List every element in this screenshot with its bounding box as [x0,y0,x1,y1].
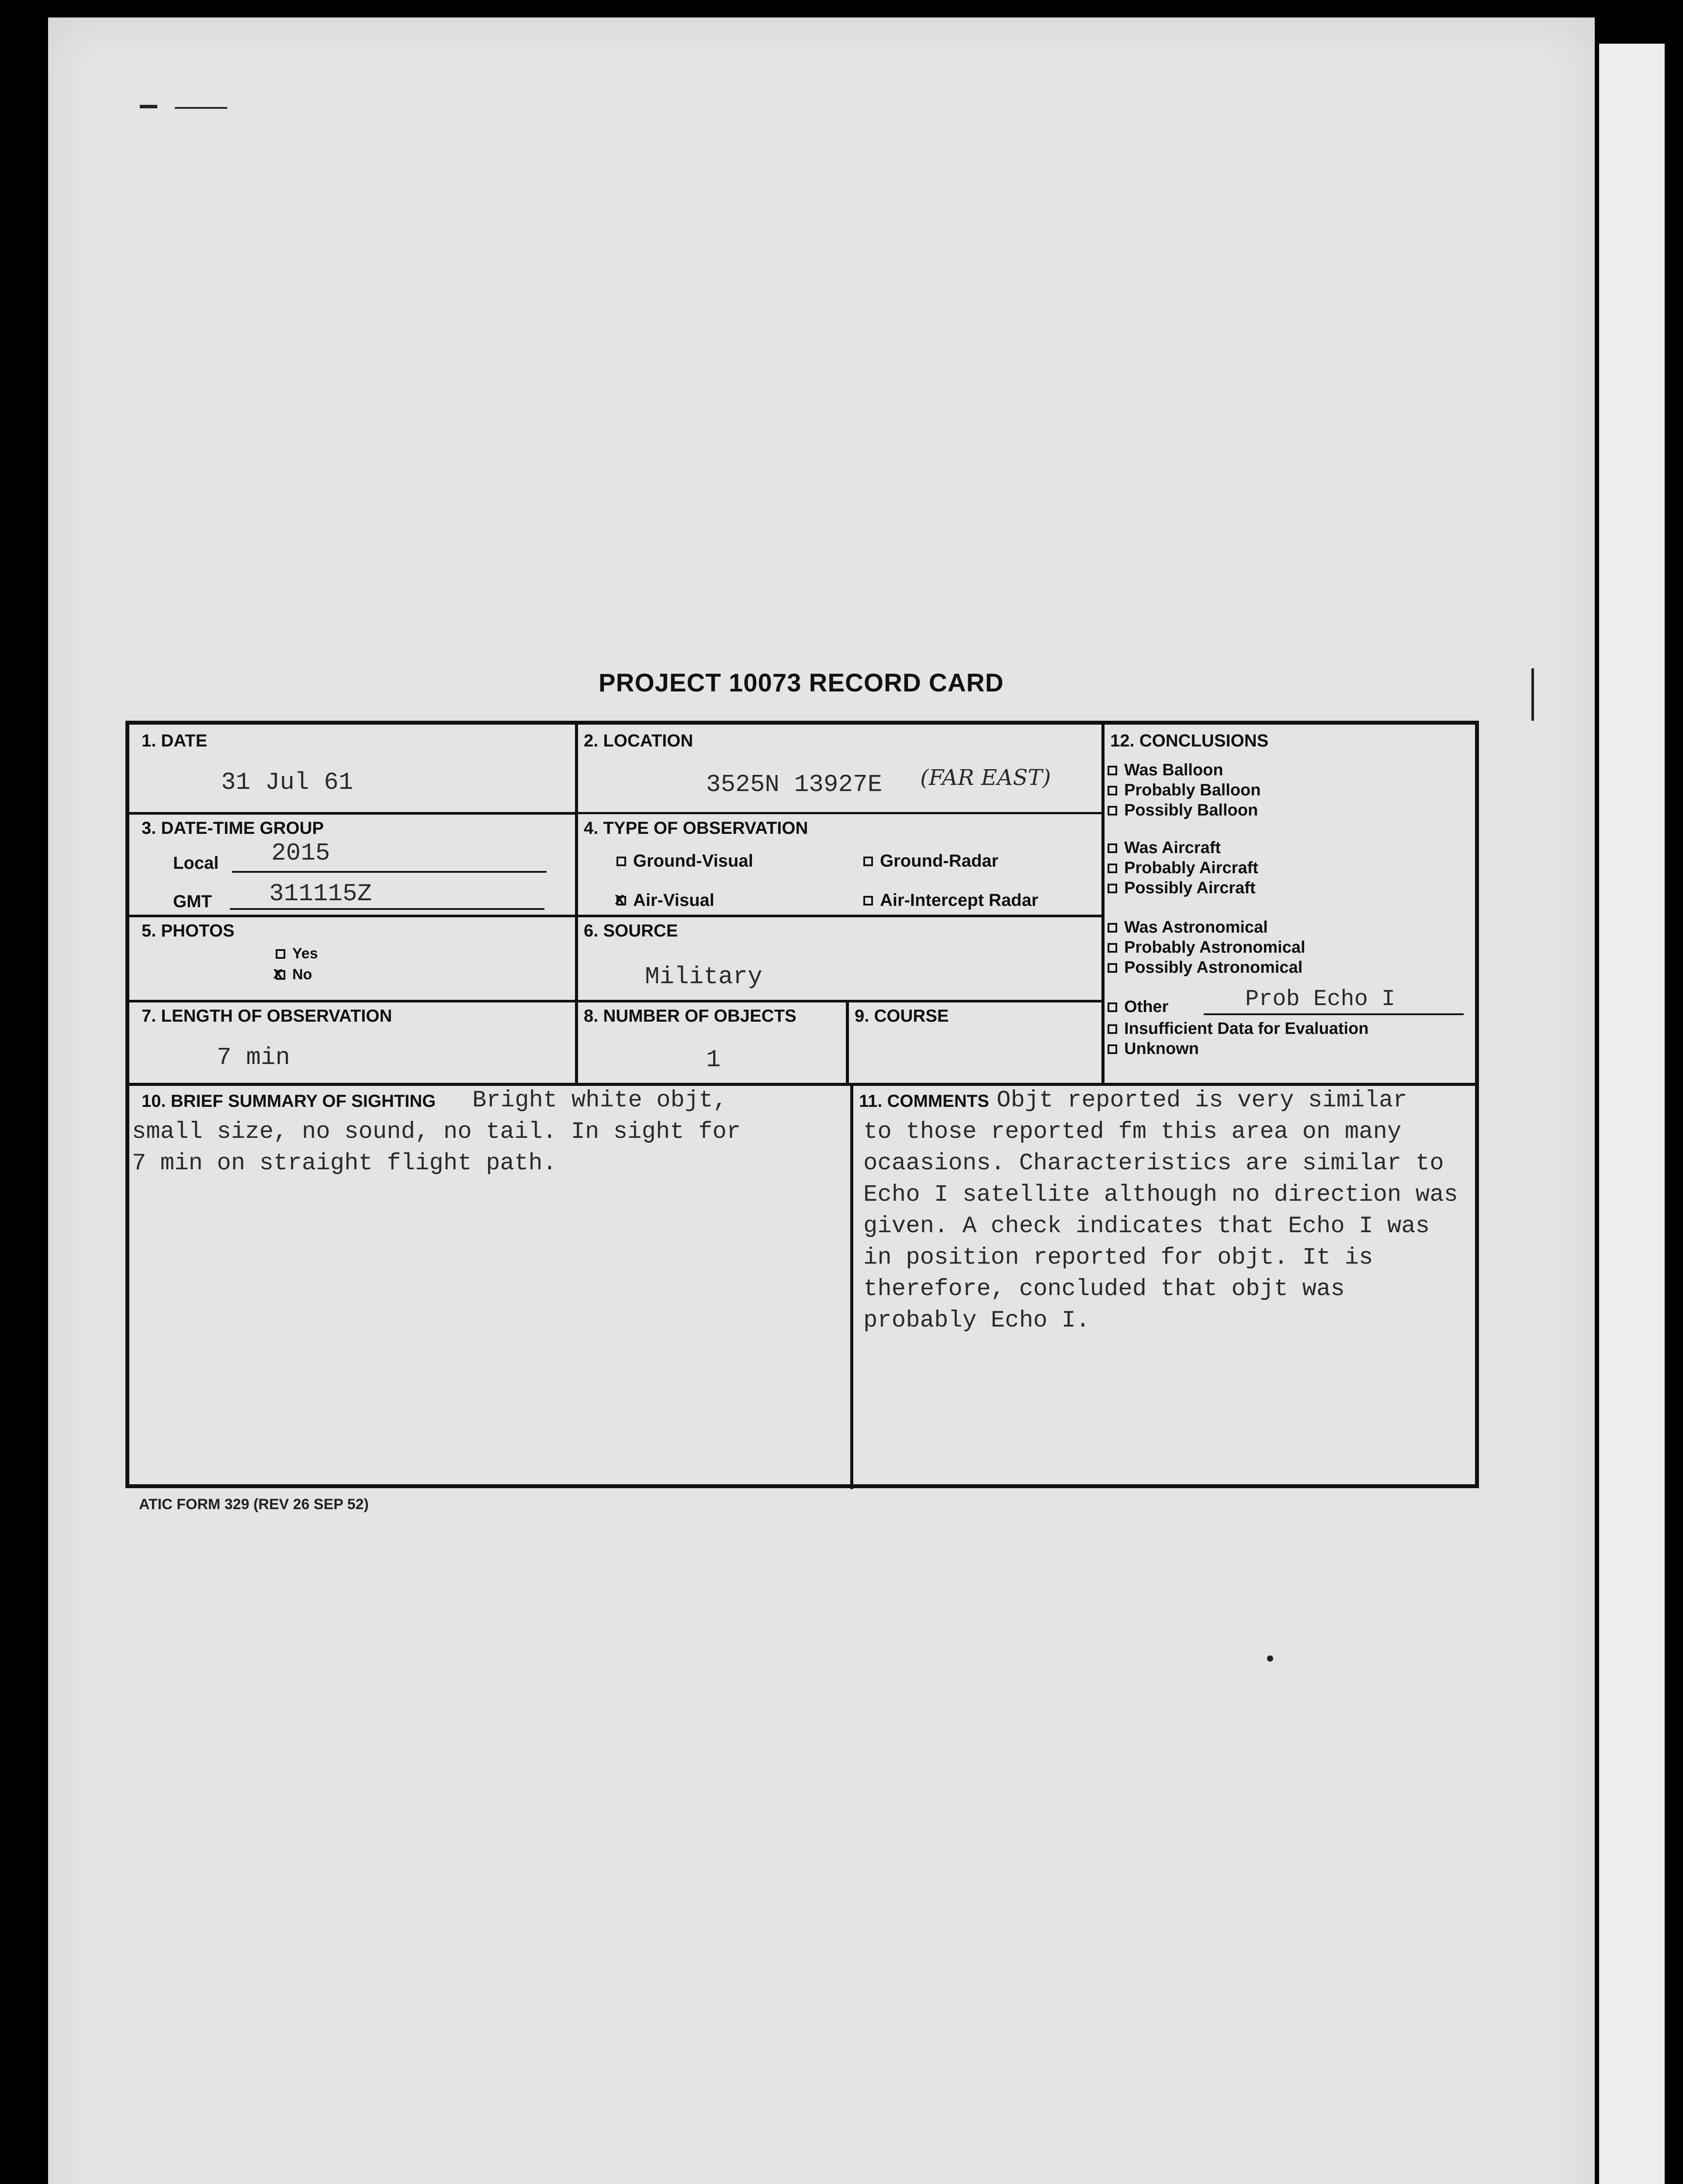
divider [1101,725,1105,1083]
photos-no-option: x No [273,963,312,983]
source-value: Military [645,963,762,991]
gmt-underline [230,908,544,910]
source-label: 6. SOURCE [584,921,678,940]
comments-line: in position reported for objt. It is [863,1244,1373,1271]
conclusion-unknown: Unknown [1108,1040,1199,1058]
comments-line: Objt reported is very similar [997,1087,1407,1114]
local-value: 2015 [271,839,330,867]
summary-line: 7 min on straight flight path. [132,1150,557,1177]
checkbox-icon [863,857,873,866]
checked-checkbox-icon: x [616,896,626,905]
local-underline [232,871,547,873]
checkbox-icon [1108,1044,1117,1054]
conclusion-was-balloon: Was Balloon [1108,761,1223,780]
comments-line: ocaasions. Characteristics are similar to [863,1150,1444,1177]
other-underline [1204,1013,1464,1015]
divider [850,1083,853,1489]
summary-line: Bright white objt, [472,1087,727,1114]
checkbox-icon [1108,1024,1117,1034]
checkbox-icon [616,857,626,866]
record-card [125,721,1479,1488]
checkbox-icon [1108,864,1117,873]
comments-line: therefore, concluded that objt was [863,1276,1345,1303]
checkbox-icon [1108,766,1117,775]
date-label: 1. DATE [142,731,208,750]
divider [575,725,578,1083]
conclusion-probably-balloon: Probably Balloon [1108,781,1261,800]
checkbox-icon [1108,943,1117,953]
comments-line: given. A check indicates that Echo I was [863,1213,1430,1240]
checkbox-icon [1108,806,1117,816]
checkbox-icon [1108,963,1117,973]
divider [846,1000,849,1083]
dtg-label: 3. DATE-TIME GROUP [142,819,324,838]
divider [129,812,575,815]
form-id: ATIC FORM 329 (REV 26 SEP 52) [139,1496,369,1513]
location-value: 3525N 13927E [706,771,883,798]
local-label: Local [173,854,219,873]
gmt-value: 311115Z [269,880,372,908]
divider [129,1000,1101,1002]
num-objects-label: 8. NUMBER OF OBJECTS [584,1006,796,1026]
conclusion-possibly-aircraft: Possibly Aircraft [1108,879,1256,898]
length-label: 7. LENGTH OF OBSERVATION [142,1006,392,1026]
stray-mark [1267,1655,1273,1662]
air-intercept-radar-option: Air-Intercept Radar [863,891,1038,910]
conclusion-was-aircraft: Was Aircraft [1108,839,1221,857]
checkbox-icon [1108,923,1117,933]
num-objects-value: 1 [706,1046,721,1074]
length-value: 7 min [217,1044,291,1071]
conclusion-possibly-astronomical: Possibly Astronomical [1108,958,1302,977]
divider [129,915,575,917]
ground-radar-option: Ground-Radar [863,851,998,871]
card-title: PROJECT 10073 RECORD CARD [599,669,1004,697]
ground-visual-option: Ground-Visual [616,851,753,871]
location-label: 2. LOCATION [584,731,693,750]
summary-line: small size, no sound, no tail. In sight for [132,1119,741,1145]
checkbox-icon [1108,884,1117,893]
comments-line: probably Echo I. [863,1307,1090,1334]
air-visual-option: x Air-Visual [615,888,714,910]
stray-mark [140,105,157,108]
divider [575,915,1101,917]
comments-line: to those reported fm this area on many [863,1119,1402,1145]
divider [575,812,1101,814]
conclusion-probably-aircraft: Probably Aircraft [1108,859,1258,878]
comments-label: 11. COMMENTS [859,1092,989,1111]
checkbox-icon [1108,786,1117,795]
course-label: 9. COURSE [855,1006,949,1026]
date-value: 31 Jul 61 [221,768,353,796]
conclusion-insufficient-data: Insufficient Data for Evaluation [1108,1019,1369,1038]
conclusion-probably-astronomical: Probably Astronomical [1108,938,1306,957]
stray-mark [1531,668,1534,721]
photos-label: 5. PHOTOS [142,921,235,940]
page-edge [1599,44,1665,2184]
conclusion-possibly-balloon: Possibly Balloon [1108,801,1258,820]
conclusion-other-value: Prob Echo I [1245,986,1396,1012]
checked-checkbox-icon: x [276,970,285,980]
gmt-label: GMT [173,892,212,911]
conclusion-other: Other [1108,998,1168,1016]
checkbox-icon [1108,843,1117,853]
checkbox-icon [863,896,873,905]
checkbox-icon [276,949,285,959]
photos-yes-option: Yes [276,945,318,962]
checked-checkbox-icon [1108,1002,1117,1012]
comments-line: Echo I satellite although no direction was [863,1182,1458,1208]
stray-mark [175,107,227,109]
conclusions-label: 12. CONCLUSIONS [1110,731,1269,750]
observation-type-label: 4. TYPE OF OBSERVATION [584,819,808,838]
summary-label: 10. BRIEF SUMMARY OF SIGHTING [142,1092,436,1111]
location-note: (FAR EAST) [920,765,1051,790]
conclusion-was-astronomical: Was Astronomical [1108,918,1268,937]
